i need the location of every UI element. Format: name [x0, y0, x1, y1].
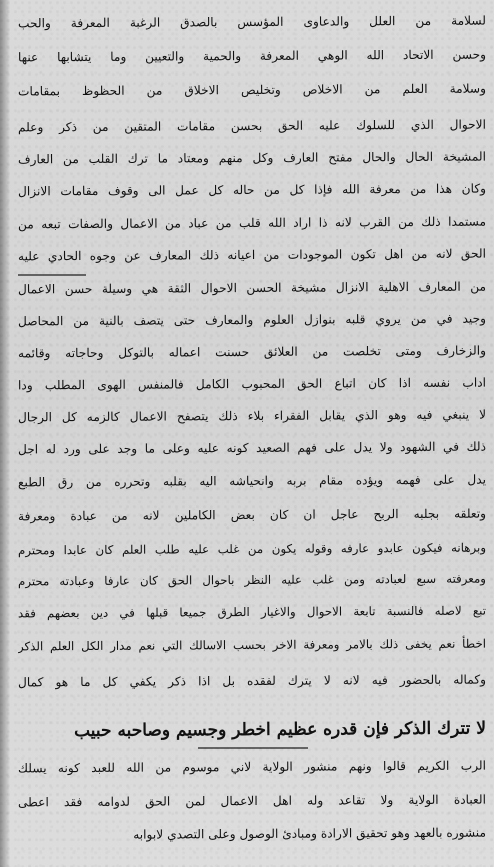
scribe-overline-mark: [18, 274, 86, 276]
manuscript-line-18: ومعرفته سبع لعبادته ومن غلب عليه النظر باحوال الحق كان عارفا وعبادته محترم: [17, 571, 487, 589]
manuscript-line-14: ذلك في الشهود ولا يدل على فهم الصعيد كونه عليه وعلى ما وجد على ورد له اجل: [17, 439, 487, 457]
manuscript-line-4: الاحوال الذي للسلوك عليه الحق بحسن مقامات المتقين من ذكر وعلم: [17, 117, 487, 135]
manuscript-line-25: منشوره بالعهد وهو تحقيق الارادة ومبادئ الوصول وعلى التصدي لابوابه: [133, 825, 487, 842]
scan-edge-shadow: [0, 0, 10, 867]
manuscript-line-2: وحسن الاتحاد الله الوهي المعرفة والحمية والتعيين وما يتشابها عنها: [17, 47, 487, 65]
manuscript-line-8: الحق لانه من اهل تكون الموجودات من اعيانه ذلك المعارف عن وجوه الحادي عليه: [17, 246, 487, 264]
manuscript-line-6: وكان هذا من معرفة الله فإذا كل من حاله كل عمل الى وقوف مقامات الانزال: [17, 181, 487, 199]
manuscript-line-11: والزخارف ومتى تخلصت من العلائق حسنت اعماله بالتوكل وحاجاته وقائمه: [17, 343, 487, 361]
manuscript-text-block: [18, 8, 486, 863]
manuscript-line-22: لا تترك الذكر فإن قدره عظيم اخطر وجسيم وصاحبه حبيب: [74, 718, 487, 742]
manuscript-line-5: المشيخة الحال والحال مفتح العارف وكل منهم ومعتاد ما ترك القلب من العارف: [17, 149, 487, 167]
manuscript-line-7: مستمدا ذلك من القرب لانه ذا اراد الله قلب من عباد من الاعمال والصفات تبعه من: [17, 214, 487, 232]
manuscript-line-21: وكماله بالحضور فيه لانه لا يترك لفقده بل اذا ذكر يكفي كل ما هو كمال: [17, 672, 487, 690]
manuscript-line-20: اخطأ نعم يخفى ذلك بالامر ومعرفة الاخر بحسب الاسالك التي نعم مدار الكل العلم الذكر: [17, 636, 487, 654]
manuscript-line-3: وسلامة العلم من الاخلاص وتخليص الاخلاق من الحظوظ بمقامات: [17, 81, 487, 99]
scribe-heading-mark: [198, 747, 308, 749]
manuscript-line-10: وجيد في من يروي قلبه بنوازل العلوم والمعارف حتى يتصف بالنية من المحاصل: [17, 311, 487, 329]
manuscript-line-13: لا ينبغي فيه وهو الذي يقابل الفقراء بلاء ذلك يتصفح الاعمال كالزمه كل الرجال: [17, 407, 487, 425]
manuscript-line-12: اداب نفسه اذا كان اتباع الحق المحبوب الكامل فالمنفس الهوى المطلب ودا: [17, 375, 487, 393]
manuscript-line-24: العبادة الولاية ولا تقاعد وله اهل الاعمال لمن الحق لدوامه فقد اعطى: [17, 792, 487, 810]
manuscript-line-19: تبع لاصله فالنسبة تابعة الاحوال والاغيار الطرق جميعا قبلها في دين بعضهم فقد: [17, 603, 487, 621]
manuscript-line-15: يدل على فهمه ويؤده مقام بربه وانحياشه اليه بقلبه وتحرره من رق الطبع: [17, 472, 487, 490]
manuscript-line-17: وبرهانه فيكون عابدو عارفه وقوله يكون من غلب عليه طلب العلم كان عابدا ومحترم: [17, 540, 487, 558]
manuscript-line-16: وتعلقه بجلبه الربح عاجل ان كان بعض الكاملين لانه من عبادة ومعرفة: [17, 506, 487, 524]
manuscript-line-9: من المعارف الاهلية الانزال مشيخة الحسن الاحوال الثقة هي وسيلة حسن الاعمال: [17, 279, 487, 297]
manuscript-line-23: الرب الكريم قالوا ونهم منشور الولاية لاني موسوم من الله للعبد كونه يسلك: [17, 758, 487, 776]
manuscript-line-1: لسلامة من العلل والدعاوى المؤسس بالصدق الرغبة المعرفة والحب: [17, 13, 487, 31]
